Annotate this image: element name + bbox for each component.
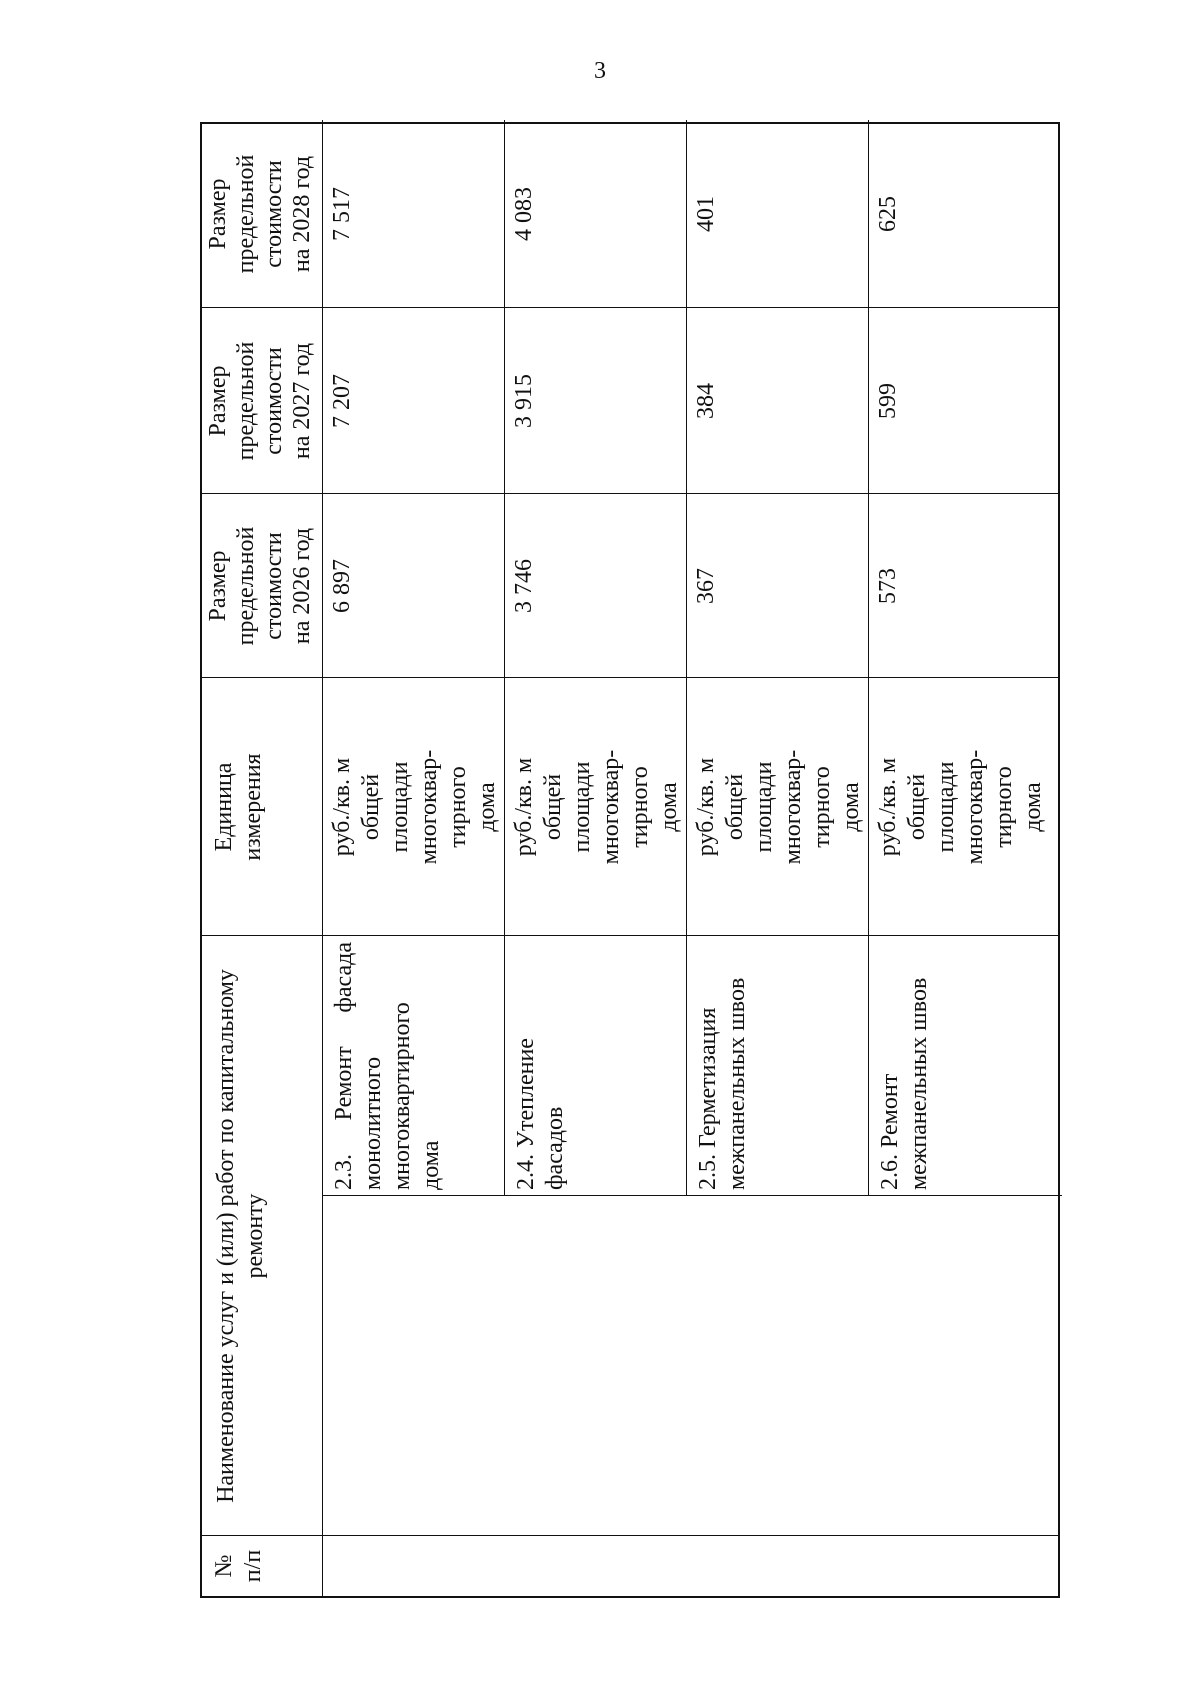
row-value-2026: 367 (693, 568, 719, 604)
row-value-2027: 384 (693, 383, 719, 419)
row-unit: руб./кв. м общей площади многоквар- тирного дома (511, 749, 682, 865)
row-divider (504, 120, 505, 1196)
header-name: Наименование услуг и (или) работ по капитальному ремонту (213, 969, 268, 1503)
header-divider (322, 120, 323, 1596)
name-subcolumn-divider (322, 1195, 1062, 1196)
row-value-2027: 3 915 (511, 374, 537, 428)
row-value-2026: 6 897 (329, 559, 355, 613)
row-unit: руб./кв. м общей площади многоквар- тирного дома (693, 749, 864, 865)
row-value-2028: 401 (693, 196, 719, 232)
row-unit: руб./кв. м общей площади многоквар- тирного дома (875, 749, 1046, 865)
header-2028: Размер предельной стоимости на 2028 год (205, 154, 315, 274)
header-2026: Размер предельной стоимости на 2026 год (205, 526, 315, 646)
row-value-2028: 7 517 (329, 187, 355, 241)
header-2027: Размер предельной стоимости на 2027 год (205, 341, 315, 461)
row-value-2026: 573 (875, 568, 901, 604)
cost-table (200, 122, 1060, 1598)
row-value-2027: 7 207 (329, 374, 355, 428)
page-number: 3 (594, 58, 606, 84)
row-item-name: 2.4. Утепление фасадов (513, 1038, 568, 1190)
row-item-name: 2.6. Ремонт межпанельных швов (877, 977, 932, 1190)
row-value-2028: 625 (875, 196, 901, 232)
rotated-table (200, 122, 1060, 1598)
row-item-name: 2.5. Герметизация межпанельных швов (695, 977, 750, 1190)
column-divider (202, 1535, 1058, 1536)
row-unit: руб./кв. м общей площади многоквар- тирного дома (329, 749, 500, 865)
header-unit: Единица измерения (211, 753, 266, 861)
row-value-2027: 599 (875, 383, 901, 419)
row-item-name: 2.3. Ремонт фасада монолитного многоквартирного дома (331, 942, 444, 1190)
row-value-2028: 4 083 (511, 187, 537, 241)
row-value-2026: 3 746 (511, 559, 537, 613)
header-num: № п/п (211, 1549, 266, 1583)
row-divider (868, 120, 869, 1196)
row-divider (686, 120, 687, 1196)
